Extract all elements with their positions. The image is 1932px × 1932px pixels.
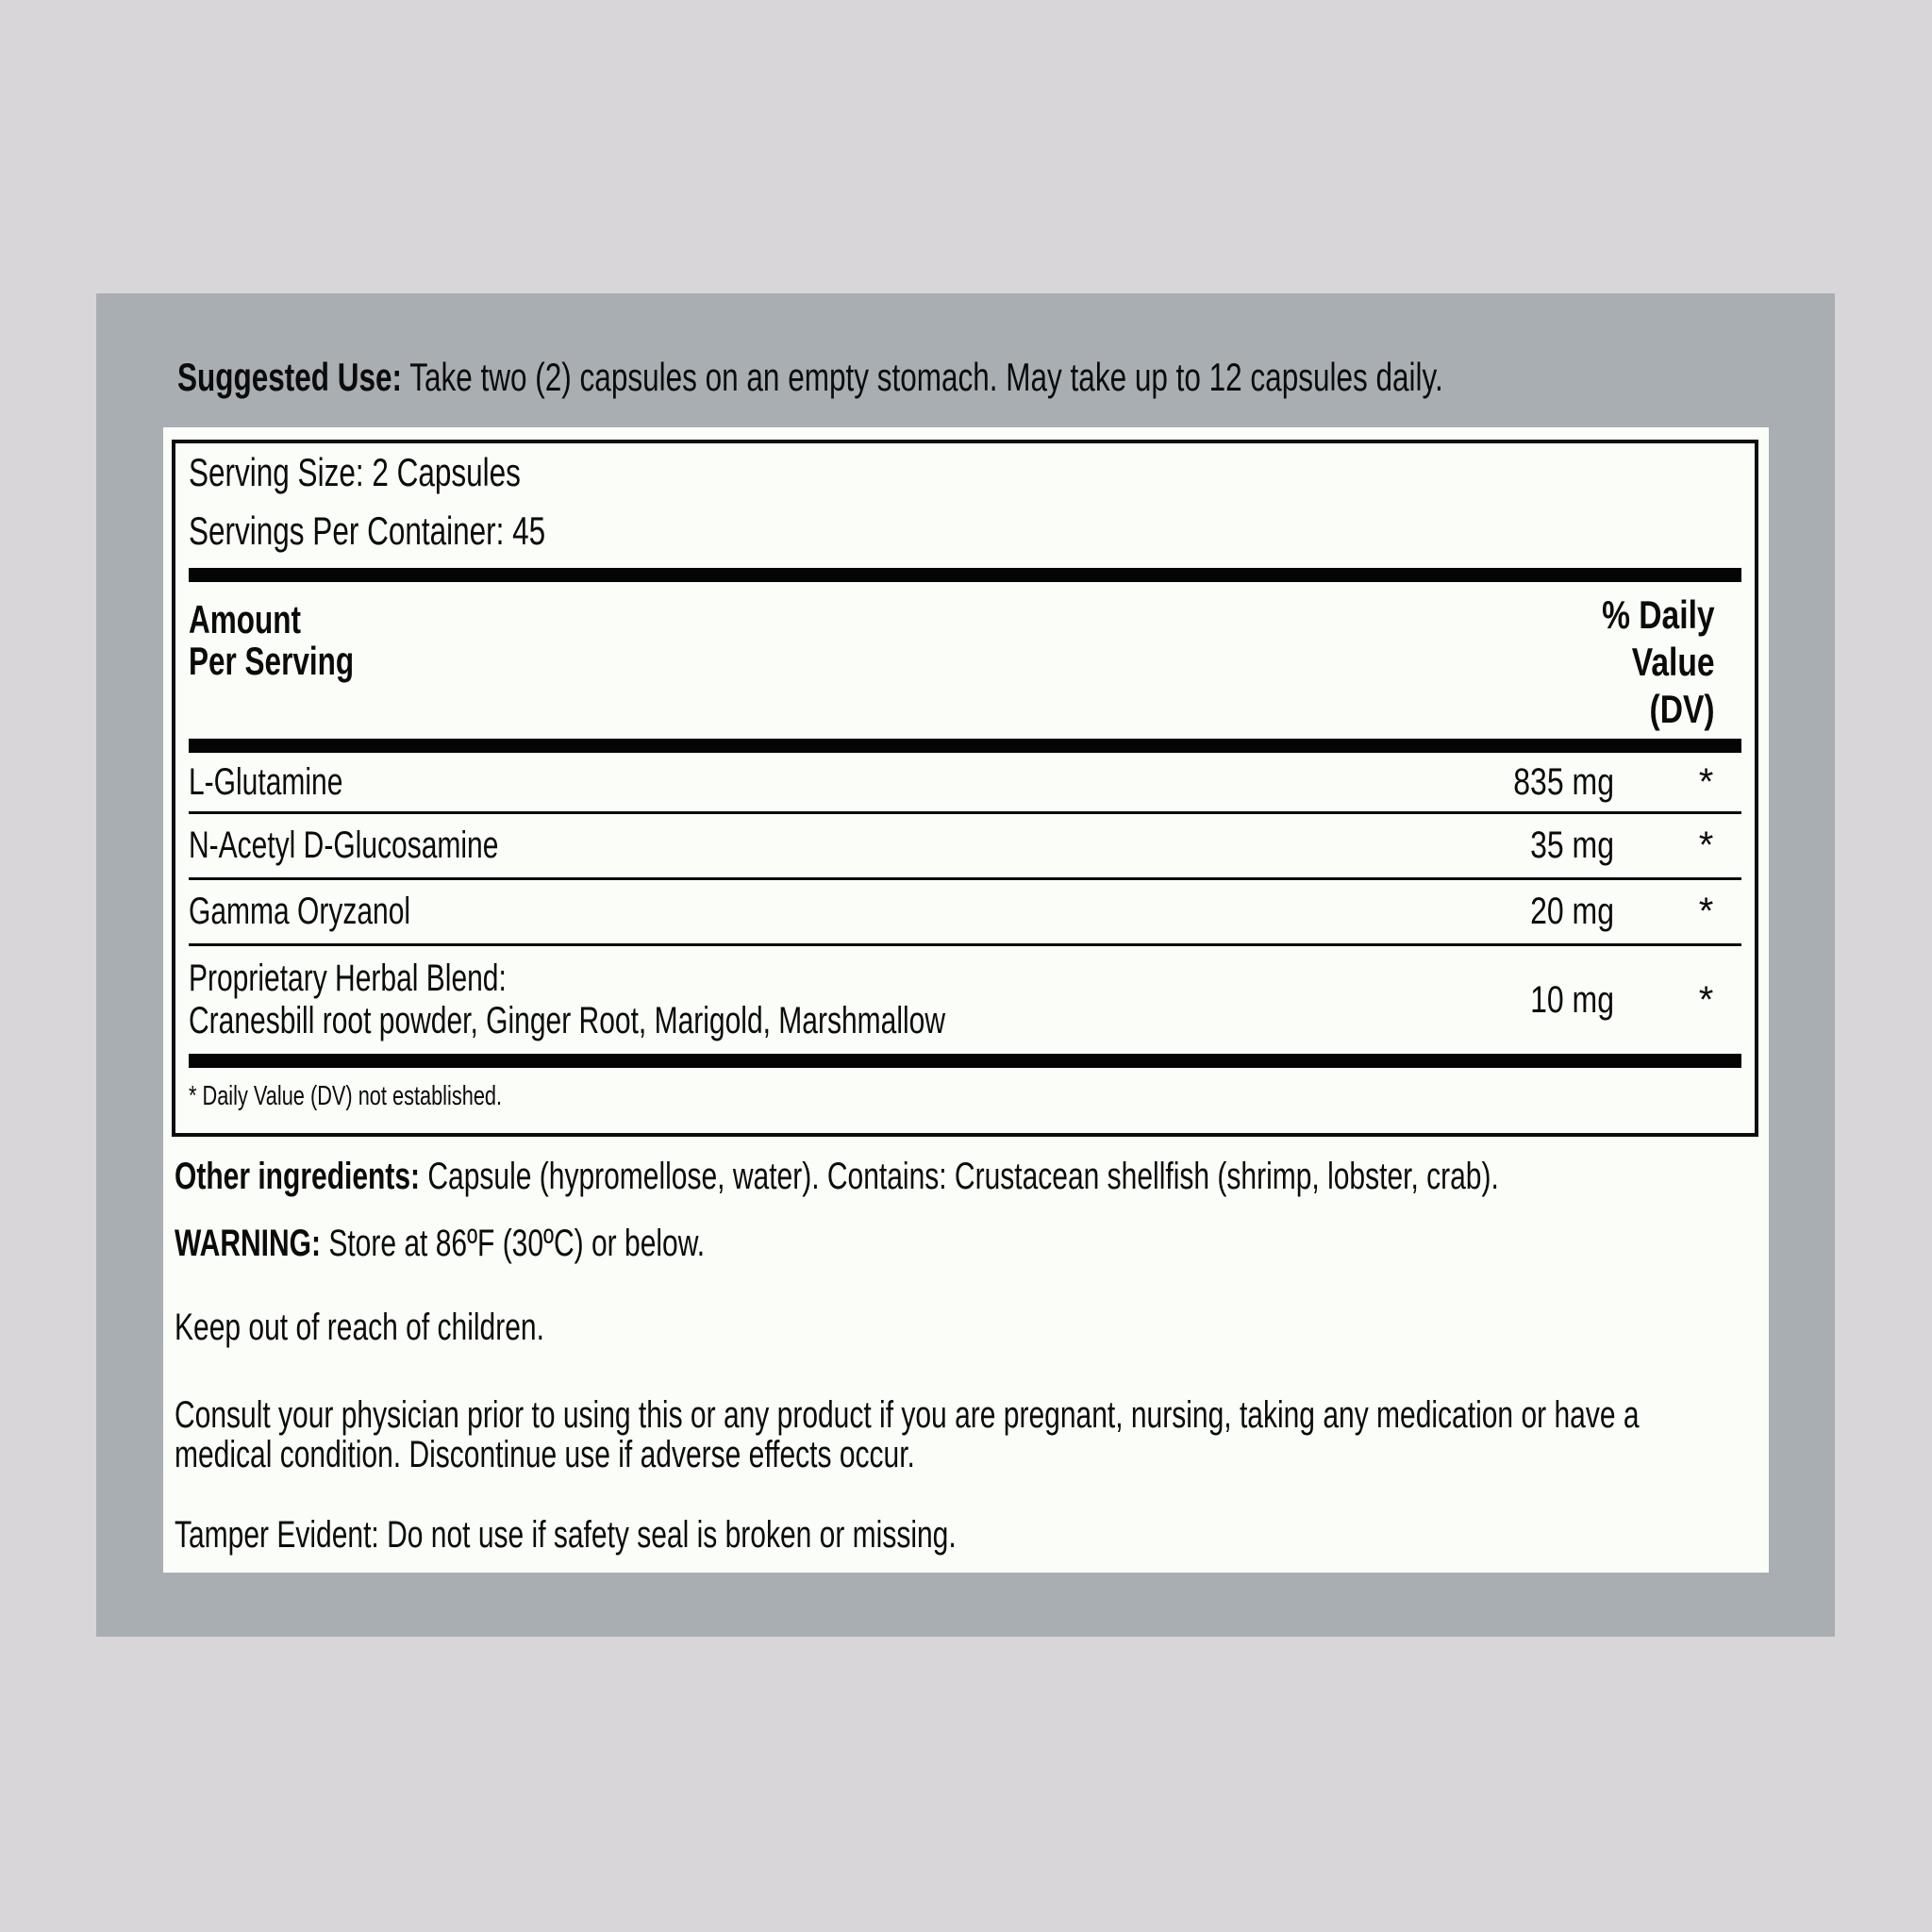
- dv-header-line2: Value: [1631, 640, 1715, 684]
- supplement-label: [163, 427, 1769, 1573]
- facts-header-row: [189, 582, 1741, 739]
- ingredient-name: [189, 946, 1407, 1042]
- supplement-facts-content: [189, 443, 1741, 1124]
- amount-header-line2: Per Serving: [189, 639, 355, 683]
- blend-title: Proprietary Herbal Blend:: [189, 958, 507, 999]
- other-ingredients-text: Capsule (hypromellose, water). Contains: Crustacean shellfish (shrimp, lobster, crab).: [420, 1156, 1499, 1197]
- consult-physician-line2: medical condition. Discontinue use if adverse effects occur.: [175, 1434, 915, 1475]
- label-backing-panel: [96, 293, 1835, 1637]
- blend-components: Cranesbill root powder, Ginger Root, Marigold, Marshmallow: [189, 1000, 946, 1041]
- suggested-use-line: [177, 355, 1443, 399]
- divider-bar-header: [189, 739, 1741, 753]
- amount-header-line1: Amount: [189, 597, 301, 641]
- ingredient-row: [189, 814, 1741, 880]
- ingredient-name: Gamma Oryzanol: [189, 891, 411, 932]
- daily-value-footnote: * Daily Value (DV) not established.: [189, 1081, 503, 1111]
- warning-line: [175, 1224, 705, 1263]
- dv-header-line1: % Daily: [1601, 592, 1715, 637]
- keep-out-of-reach-line: Keep out of reach of children.: [175, 1307, 544, 1348]
- suggested-use-text: Take two (2) capsules on an empty stomach. May take up to 12 capsules daily.: [402, 355, 1443, 399]
- ingredient-amount: 20 mg: [1530, 891, 1614, 932]
- divider-bar-top: [189, 568, 1741, 582]
- amount-per-serving-header: [189, 599, 408, 739]
- daily-value-asterisk: *: [1698, 978, 1714, 1021]
- ingredient-amount: 835 mg: [1513, 760, 1614, 803]
- daily-value-asterisk: *: [1698, 760, 1714, 803]
- tamper-evident-line: Tamper Evident: Do not use if safety seal is broken or missing.: [175, 1514, 957, 1556]
- ingredient-name: L-Glutamine: [189, 760, 343, 803]
- ingredient-amount: 35 mg: [1530, 824, 1614, 866]
- ingredient-row: [189, 946, 1741, 1054]
- serving-size: Serving Size: 2 Capsules: [189, 450, 521, 494]
- warning-text: Store at 86ºF (30ºC) or below.: [320, 1223, 706, 1264]
- consult-physician-paragraph: [175, 1395, 1932, 1474]
- ingredient-name: N-Acetyl D-Glucosamine: [189, 824, 499, 866]
- daily-value-asterisk: *: [1698, 824, 1714, 866]
- other-ingredients-line: [175, 1157, 1499, 1196]
- consult-physician-line1: Consult your physician prior to using this or any product if you are pregnant, nursing, taking any medication or have a: [175, 1394, 1640, 1436]
- daily-value-asterisk: *: [1698, 891, 1714, 932]
- servings-per-container: Servings Per Container: 45: [189, 508, 546, 553]
- suggested-use-label: Suggested Use:: [177, 355, 403, 399]
- supplement-facts-box: [172, 440, 1758, 1137]
- daily-value-header: [1602, 591, 1741, 739]
- ingredient-row: [189, 753, 1741, 814]
- divider-bar-bottom: [189, 1054, 1741, 1068]
- warning-label: WARNING:: [175, 1223, 321, 1264]
- ingredient-amount: 10 mg: [1530, 978, 1614, 1021]
- dv-header-line3: (DV): [1649, 687, 1715, 731]
- other-ingredients-label: Other ingredients:: [175, 1156, 421, 1197]
- ingredient-row: [189, 880, 1741, 946]
